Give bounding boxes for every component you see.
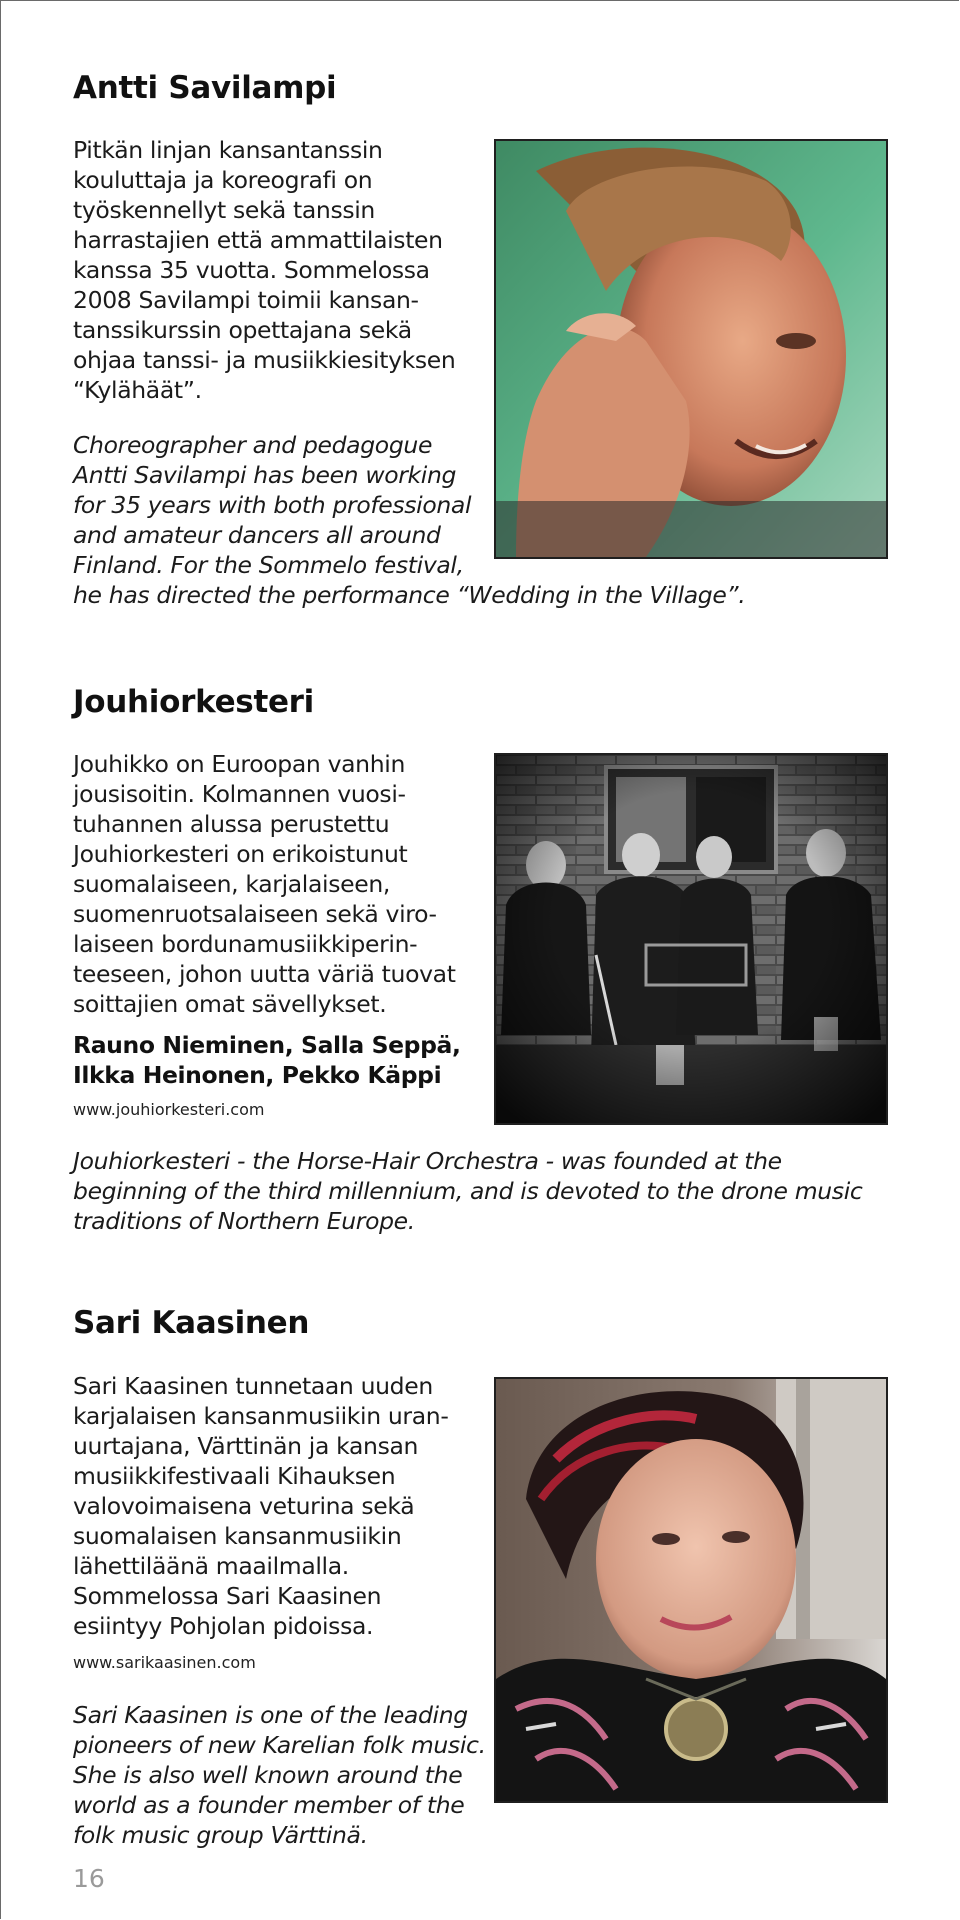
text-line: suomalaisen kansanmusiikin xyxy=(73,1522,402,1550)
text-line: pioneers of new Karelian folk music. xyxy=(73,1731,486,1759)
section-title: Antti Savilampi xyxy=(73,70,337,106)
english-text: Jouhiorkesteri - the Horse-Hair Orchestra - was founded at the beginning of the third millennium, and is devoted to the drone music traditions of Northern Europe. xyxy=(73,1147,863,1235)
text-line: Ilkka Heinonen, Pekko Käppi xyxy=(73,1061,442,1089)
text-line: uurtajana, Värttinän ja kansan xyxy=(73,1432,419,1460)
text-line: he has directed the performance “Wedding in the Village”. xyxy=(73,581,746,609)
section-title: Sari Kaasinen xyxy=(73,1305,310,1341)
finnish-text xyxy=(73,749,456,1019)
text-line: jousisoitin. Kolmannen vuosi- xyxy=(73,780,406,808)
text-line: Rauno Nieminen, Salla Seppä, xyxy=(73,1031,461,1059)
text-line: and amateur dancers all around xyxy=(73,521,441,549)
text-line: harrastajien että ammattilaisten xyxy=(73,226,443,254)
text-line: Sommelossa Sari Kaasinen xyxy=(73,1582,382,1610)
text-line: karjalaisen kansanmusiikin uran- xyxy=(73,1402,449,1430)
text-line: tuhannen alussa perustettu xyxy=(73,810,390,838)
text-line: kouluttaja ja koreografi on xyxy=(73,166,373,194)
finnish-text xyxy=(73,1371,448,1641)
text-line: suomalaiseen, karjalaiseen, xyxy=(73,870,390,898)
finnish-text xyxy=(73,135,455,405)
text-line: folk music group Värttinä. xyxy=(73,1821,368,1849)
page-number: 16 xyxy=(73,1864,105,1893)
text-line: tanssikurssin opettajana sekä xyxy=(73,316,412,344)
text-line: kanssa 35 vuotta. Sommelossa xyxy=(73,256,430,284)
text-line: 2008 Savilampi toimii kansan- xyxy=(73,286,419,314)
text-line: laiseen bordunamusiikkiperin- xyxy=(73,930,418,958)
text-line: suomenruotsalaiseen sekä viro- xyxy=(73,900,437,928)
text-line: Antti Savilampi has been working xyxy=(73,461,457,489)
website-link[interactable]: www.sarikaasinen.com xyxy=(73,1653,256,1672)
website-link[interactable]: www.jouhiorkesteri.com xyxy=(73,1100,265,1119)
text-line: työskennellyt sekä tanssin xyxy=(73,196,375,224)
text-line: Sari Kaasinen is one of the leading xyxy=(73,1701,468,1729)
text-line: Jouhiorkesteri on erikoistunut xyxy=(73,840,408,868)
section-title: Jouhiorkesteri xyxy=(73,684,314,720)
text-line: She is also well known around the xyxy=(73,1761,463,1789)
text-line: world as a founder member of the xyxy=(73,1791,465,1819)
text-line: for 35 years with both professional xyxy=(73,491,472,519)
text-line: soittajien omat sävellykset. xyxy=(73,990,387,1018)
text-line: esiintyy Pohjolan pidoissa. xyxy=(73,1612,374,1640)
text-line: Jouhikko on Euroopan vanhin xyxy=(73,750,405,778)
text-line: Finland. For the Sommelo festival, xyxy=(73,551,464,579)
text-line: “Kylähäät”. xyxy=(73,376,202,404)
text-line: lähettiläänä maailmalla. xyxy=(73,1552,349,1580)
text-line: Sari Kaasinen tunnetaan uuden xyxy=(73,1372,433,1400)
text-line: teeseen, johon uutta väriä tuovat xyxy=(73,960,456,988)
text-line: valovoimaisena veturina sekä xyxy=(73,1492,415,1520)
text-line: Choreographer and pedagogue xyxy=(73,431,433,459)
text-line: Pitkän linjan kansantanssin xyxy=(73,136,383,164)
english-text xyxy=(73,1700,486,1850)
text-line: musiikkifestivaali Kihauksen xyxy=(73,1462,396,1490)
portrait-photo-icon xyxy=(494,139,888,559)
band-photo-icon xyxy=(494,753,888,1125)
portrait-photo-icon xyxy=(494,1377,888,1803)
members-list xyxy=(73,1030,460,1090)
text-line: ohjaa tanssi- ja musiikkiesityksen xyxy=(73,346,456,374)
